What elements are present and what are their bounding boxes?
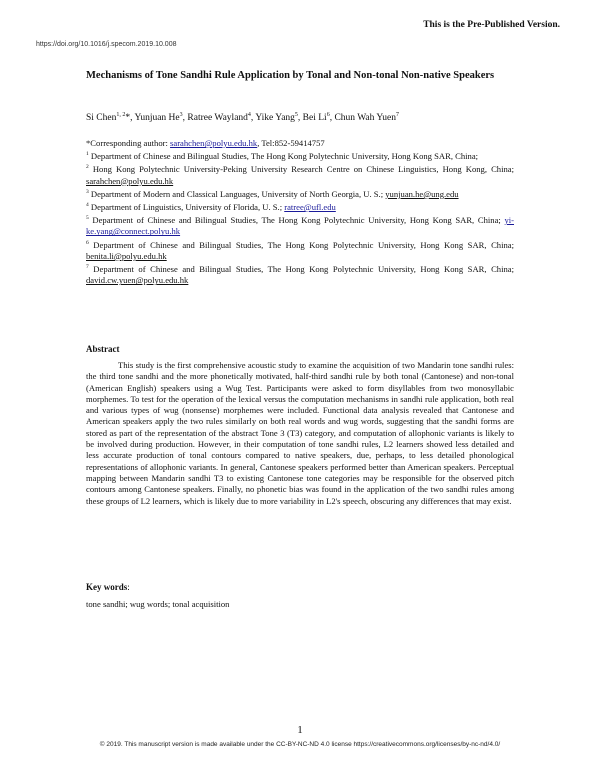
author-name: Yunjuan He — [134, 113, 180, 124]
page-number: 1 — [297, 724, 303, 736]
affiliation-4: $^4$ Department of Linguistics, University of Florida, U. S.; ratree@ufl.edu — [86, 201, 336, 212]
corresponding-email-link[interactable]: sarahchen@polyu.edu.hk — [170, 138, 258, 148]
email-link[interactable]: david.cw.yuen@polyu.edu.hk — [86, 275, 189, 286]
email-link[interactable]: benita.li@polyu.edu.hk — [86, 250, 167, 261]
affiliation-1: $^1$ Department of Chinese and Bilingual Studies, The Hong Kong Polytechnic University, Hong Kong SAR, China; — [86, 151, 479, 162]
email-link[interactable]: ratree@ufl.edu — [284, 201, 336, 212]
affiliation-block — [86, 138, 514, 287]
author-sup: 5 — [294, 112, 298, 118]
author-sup: 7 — [395, 112, 399, 118]
keywords-heading: Key words: — [86, 582, 130, 592]
pre-published-label: This is the Pre-Published Version. — [423, 20, 560, 30]
affiliation-5: $^5$ Department of Chinese and Bilingual Studies, The Hong Kong Polytechnic University, Hong Kong SAR, China; yi-ke.yang@connect.polyu.hk — [86, 215, 514, 237]
email-link[interactable]: yunjuan.he@ung.edu — [385, 188, 459, 199]
affiliation-7: $^7$ Department of Chinese and Bilingual Studies, The Hong Kong Polytechnic University, Hong Kong SAR, China; david.cw.yuen@polyu.edu.hk — [86, 263, 514, 286]
paper-title: Mechanisms of Tone Sandhi Rule Application by Tonal and Non-tonal Non-native Speakers — [86, 70, 495, 81]
author-sup: 1, 2 — [116, 112, 126, 118]
author-sup: 6 — [326, 112, 330, 118]
author-name: Chun Wah Yuen — [334, 113, 396, 124]
affiliation-2: $^2$ Hong Kong Polytechnic University-Peking University Research Centre on Chinese Linguistics, Hong Kong, China; sarahchen@polyu.edu.hk — [86, 164, 514, 186]
keywords-list: tone sandhi; wug words; tonal acquisition — [86, 599, 230, 609]
author-name: Si Chen — [86, 113, 117, 124]
abstract-heading: Abstract — [86, 344, 120, 354]
affiliation-6: $^6$ Department of Chinese and Bilingual Studies, The Hong Kong Polytechnic University, Hong Kong SAR, China; benita.li@polyu.edu.hk — [86, 239, 514, 261]
license-footer: © 2019. This manuscript version is made available under the CC-BY-NC-ND 4.0 license https://creativecommons.org/licenses/by-nc-nd/4.0/ — [99, 741, 501, 748]
author-name: Yike Yang — [255, 113, 295, 124]
email-link[interactable]: yi-ke.yang@connect.polyu.hk — [86, 215, 514, 237]
abstract-body: This study is the first comprehensive acoustic study to examine the acquisition of two Mandarin tone sandhi rules: the third tone sandhi and the more phonetically motivated, half-third sandhi rule by both tonal (Cantonese) and non-tonal (American English) speakers using a Wug Test. Participants were asked to form disyllables from two monosyllabic morphemes. To test for the operation of the lexical versus the computation mechanisms in sandhi rule application, both real and various types of wug (nonsense) morphemes were included. Functional data analysis revealed that Cantonese and American speakers apply the two rules similarly on both real words and wug words, suggesting that the sandhi forms are stored as part of the representation of the abstract Tone 3 (T3) category, and computation of allophonic variants is likely to be involved during production. However, in their computation of tone sandhi rules, L2 learners showed less detailed and less accurate production of tonal contours compared to native speakers, due, perhaps, to less detailed phonological representations of allophonic variants. In general, Cantonese speakers performed better than American speakers. Perceptual mapping between Mandarin sandhi T3 to existing Cantonese tone categories may be responsible for the observed pitch contours among Cantonese speakers. Finally, no phonetic bias was found in the application of the two sandhi rules among these groups of L2 learners, which is likely due to more variability in L2's speech, obscuring any differences that may exist. — [86, 360, 514, 506]
author-list: Si Chen$^{1, 2}$*, Yunjuan He$^3$, Ratree Wayland$^4$, Yike Yang$^5$, Bei Li$^6$, Chun Wah Yuen$^7$ — [86, 112, 399, 124]
email-link[interactable]: sarahchen@polyu.edu.hk — [86, 175, 174, 186]
author-name: Ratree Wayland — [187, 113, 248, 124]
corresponding-author: *Corresponding author: sarahchen@polyu.edu.hk, Tel:852-59414757 — [86, 138, 325, 148]
affiliation-3: $^3$ Department of Modern and Classical Languages, University of North Georgia, U. S.; yunjuan.he@ung.edu — [86, 188, 459, 199]
author-sup: 3 — [179, 112, 183, 118]
author-sup: 4 — [247, 112, 251, 118]
doi-link[interactable]: https://doi.org/10.1016/j.specom.2019.10.008 — [36, 41, 177, 48]
author-name: Bei Li — [302, 113, 327, 124]
